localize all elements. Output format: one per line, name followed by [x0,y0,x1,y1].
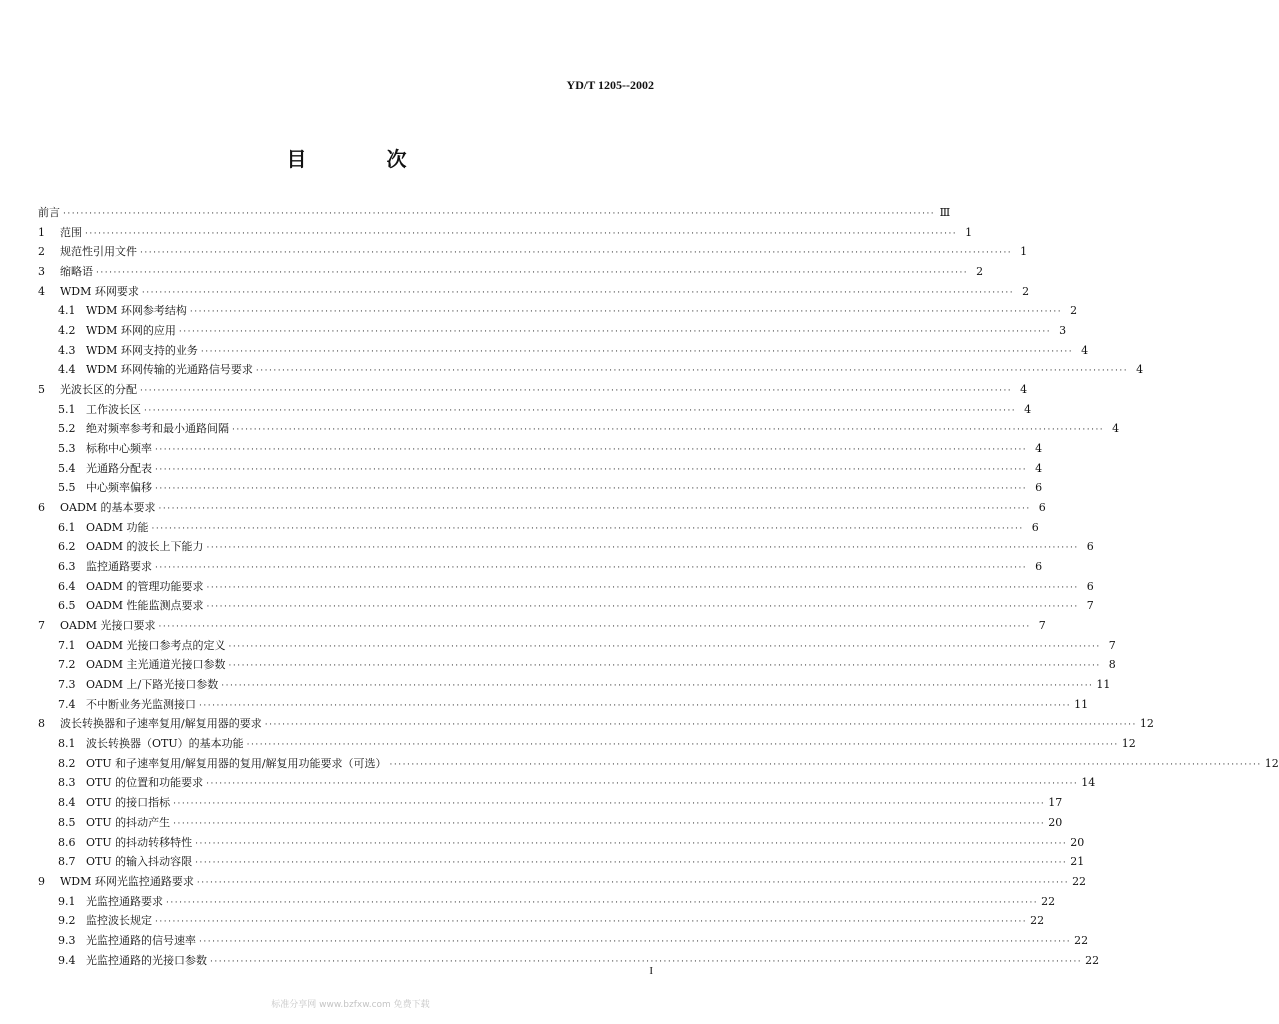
toc-leader-dots: ········································································································································································································ [151,523,1024,534]
toc-entry-title: 波长转换器和子速率复用/解复用器的要求 [60,717,262,731]
toc-entry[interactable] [38,911,1045,931]
toc-leader-dots: ········································································································································································································ [210,956,1083,967]
toc-entry-title: WDM 环网的应用 [86,324,176,338]
toc-entry[interactable] [38,360,1144,380]
toc-entry-title: OTU 的接口指标 [86,796,171,810]
toc-entry[interactable] [38,557,1043,577]
toc-entry-title: WDM 环网传输的光通路信号要求 [86,363,253,377]
toc-entry-title: OADM 上/下路光接口参数 [86,678,219,692]
toc-leader-dots: ········································································································································································································ [173,818,1046,829]
toc-entry-number: 4.3 [58,343,76,357]
toc-entry-title: 绝对频率参考和最小通路间隔 [86,422,229,436]
toc-entry[interactable] [38,301,1078,321]
toc-entry[interactable] [38,655,1116,675]
toc-entry-number: 6.3 [58,560,76,574]
toc-leader-dots: ········································································································································································································ [206,779,1079,790]
toc-leader-dots: ········································································································································································································ [141,287,1015,298]
toc-leader-dots: ········································································································································································································ [389,759,1262,770]
toc-entry-title: OTU 的抖动产生 [86,815,171,829]
toc-entry[interactable] [38,951,1100,971]
toc-leader-dots: ········································································································································································································ [85,228,958,239]
toc-entry-title: 工作波长区 [86,402,141,416]
toc-entry-number: 9 [38,874,45,888]
toc-entry[interactable] [38,380,1028,400]
toc-entry-title: 光波长区的分配 [60,383,137,397]
toc-entry-page: 4 [1136,363,1144,377]
toc-entry[interactable] [38,341,1089,361]
toc-entry-page: 22 [1030,914,1045,928]
toc-entry-title: WDM 环网支持的业务 [86,343,198,357]
toc-leader-dots: ········································································································································································································ [200,346,1074,357]
toc-entry-title: OTU 的位置和功能要求 [86,776,204,790]
watermark: 标准分享网 www.bzfxw.com 免费下载 [271,1000,430,1010]
toc-entry[interactable] [38,734,1136,754]
toc-entry-page: 7 [1108,638,1116,652]
toc-entry-page: 22 [1041,894,1056,908]
toc-entry[interactable] [38,537,1094,557]
toc-entry-number: 8.7 [58,855,76,869]
toc-entry-title: OTU 和子速率复用/解复用器的复用/解复用功能要求（可选） [86,756,387,770]
toc-entry-number: 6.1 [58,520,76,534]
toc-entry-page: 11 [1096,678,1111,692]
toc-leader-dots: ········································································································································································································ [228,661,1101,672]
toc-entry-number: 6.4 [58,579,76,593]
toc-entry-title: WDM 环网要求 [60,284,139,298]
toc-entry-page: 2 [976,265,984,279]
toc-entry-number: 5.3 [58,442,76,456]
toc-entry-page: 7 [1038,619,1046,633]
toc-leader-dots: ········································································································································································································ [155,563,1028,574]
toc-entry-title: 光监控通路的信号速率 [86,933,196,947]
toc-leader-dots: ········································································································································································································ [195,858,1068,869]
standard-code: YD/T 1205--2002 [566,78,654,92]
toc-entry-title: 监控通路要求 [86,560,152,574]
page-title: 目 次 [286,147,437,171]
toc-leader-dots: ········································································································································································································ [246,740,1119,751]
toc-leader-dots: ········································································································································································································ [195,838,1068,849]
toc-entry[interactable] [38,773,1096,793]
toc-entry-title: 标称中心频率 [86,442,152,456]
toc-entry-number: 8.3 [58,776,76,790]
toc-leader-dots: ········································································································································································································ [155,464,1028,475]
toc-entry-title: 规范性引用文件 [60,245,137,259]
toc-leader-dots: ········································································································································································································ [189,307,1063,318]
toc-entry[interactable] [38,872,1087,892]
toc-entry-title: 光通路分配表 [86,461,152,475]
toc-entry-page: 6 [1035,481,1043,495]
toc-entry-number: 5.1 [58,402,76,416]
toc-entry[interactable] [38,498,1046,518]
toc-entry-page: 4 [1024,402,1032,416]
toc-entry-number: 2 [38,245,45,259]
toc-leader-dots: ········································································································································································································ [155,445,1028,456]
toc-entry-number: 7.4 [58,697,76,711]
toc-entry-number: 4.2 [58,324,76,338]
toc-entry-page: 6 [1086,579,1094,593]
toc-entry-page: 4 [1035,461,1043,475]
toc-entry-page: 2 [1022,284,1030,298]
toc-entry-number: 9.4 [58,953,76,967]
toc-leader-dots: ········································································································································································································ [228,641,1101,652]
toc-entry[interactable] [38,833,1085,853]
toc-entry[interactable] [38,577,1094,597]
toc-entry[interactable] [38,852,1085,872]
toc-entry-number: 8.2 [58,756,76,770]
toc-entry-page: 8 [1108,658,1116,672]
toc-entry[interactable] [38,321,1067,341]
toc-leader-dots: ········································································································································································································ [255,366,1129,377]
toc-entry-number: 5 [38,383,45,397]
toc-entry-page: 12 [1264,756,1279,770]
toc-leader-dots: ········································································································································································································ [158,504,1031,515]
toc-entry-number: 4.4 [58,363,76,377]
toc-entry-number: 4.1 [58,304,76,318]
toc-entry-page: 1 [1020,245,1028,259]
toc-entry-number: 8.1 [58,737,76,751]
toc-entry-title: OADM 光接口要求 [60,619,156,633]
toc-entry-title: WDM 环网参考结构 [86,304,187,318]
toc-leader-dots: ········································································································································································································ [140,248,1013,259]
toc-entry-page: 6 [1031,520,1039,534]
toc-entry-number: 7.2 [58,658,76,672]
toc-entry-page: 2 [1070,304,1078,318]
toc-entry-number: 7 [38,619,45,633]
toc-entry-title: 不中断业务光监测接口 [86,697,196,711]
toc-entry-page: 6 [1038,501,1046,515]
toc-entry[interactable] [38,793,1063,813]
toc-entry-page: 20 [1070,835,1085,849]
table-of-contents [38,203,1279,970]
toc-leader-dots: ········································································································································································································ [221,681,1094,692]
toc-entry-number: 6.2 [58,540,76,554]
toc-entry-number: 8.4 [58,796,76,810]
toc-leader-dots: ········································································································································································································ [206,543,1079,554]
toc-leader-dots: ········································································································································································································ [63,209,936,219]
toc-entry[interactable] [38,714,1154,734]
toc-entry-number: 8 [38,717,45,731]
toc-leader-dots: ········································································································································································································ [173,799,1046,810]
toc-leader-dots: ········································································································································································································ [158,622,1031,633]
toc-entry[interactable] [38,203,951,223]
toc-entry-page: 11 [1074,697,1089,711]
toc-leader-dots: ········································································································································································································ [199,936,1072,947]
toc-entry-title: 光监控通路的光接口参数 [86,953,207,967]
toc-entry-title: OADM 功能 [86,520,149,534]
toc-entry-title: OADM 的波长上下能力 [86,540,204,554]
toc-entry-page: Ⅲ [939,206,951,219]
toc-entry-number: 9.1 [58,894,76,908]
toc-entry-title: 缩略语 [60,265,93,279]
toc-entry[interactable] [38,813,1063,833]
toc-leader-dots: ········································································································································································································ [96,268,969,279]
toc-entry[interactable] [38,518,1039,538]
toc-entry-number: 9.2 [58,914,76,928]
toc-entry-number: 5.2 [58,422,76,436]
toc-entry-page: 4 [1020,383,1028,397]
toc-entry-number: 4 [38,284,45,298]
toc-entry-title: OADM 的基本要求 [60,501,156,515]
toc-entry[interactable] [38,242,1028,262]
toc-entry[interactable] [38,400,1032,420]
toc-leader-dots: ········································································································································································································ [140,386,1013,397]
toc-entry[interactable] [38,892,1056,912]
toc-leader-dots: ········································································································································································································ [178,327,1052,338]
toc-entry[interactable] [38,419,1120,439]
toc-entry-number: 8.5 [58,815,76,829]
toc-leader-dots: ········································································································································································································ [206,582,1079,593]
toc-entry-page: 1 [965,225,973,239]
toc-leader-dots: ········································································································································································································ [196,877,1070,888]
toc-entry-title: 波长转换器（OTU）的基本功能 [86,737,244,751]
toc-entry[interactable] [38,262,984,282]
toc-entry-page: 7 [1086,599,1094,613]
toc-entry-number: 6 [38,501,45,515]
toc-entry-title: 前言 [38,206,60,219]
toc-entry-page: 22 [1074,933,1089,947]
toc-entry-number: 3 [38,265,45,279]
page-number: I [649,965,653,977]
toc-entry-page: 17 [1048,796,1063,810]
toc-entry-title: 中心频率偏移 [86,481,152,495]
toc-entry[interactable] [38,616,1046,636]
toc-entry-page: 3 [1059,324,1067,338]
toc-entry-title: OTU 的抖动转移特性 [86,835,193,849]
toc-entry[interactable] [38,695,1089,715]
toc-entry-page: 6 [1035,560,1043,574]
toc-entry[interactable] [38,478,1043,498]
toc-entry[interactable] [38,282,1030,302]
toc-entry[interactable] [38,439,1043,459]
toc-entry-title: OADM 主光通道光接口参数 [86,658,226,672]
toc-entry-page: 20 [1048,815,1063,829]
toc-entry-page: 22 [1072,874,1087,888]
toc-entry[interactable] [38,931,1089,951]
toc-entry[interactable] [38,675,1111,695]
toc-leader-dots: ········································································································································································································ [232,425,1105,436]
toc-leader-dots: ········································································································································································································ [166,897,1039,908]
toc-entry-title: OADM 性能监测点要求 [86,599,204,613]
toc-entry-page: 4 [1035,442,1043,456]
toc-entry-number: 5.5 [58,481,76,495]
toc-entry[interactable] [38,596,1094,616]
toc-leader-dots: ········································································································································································································ [155,484,1028,495]
toc-entry[interactable] [38,223,973,243]
toc-entry-title: 监控波长规定 [86,914,152,928]
toc-entry[interactable] [38,459,1043,479]
toc-entry[interactable] [38,636,1116,656]
toc-leader-dots: ········································································································································································································ [206,602,1079,613]
toc-entry-page: 6 [1086,540,1094,554]
toc-leader-dots: ········································································································································································································ [144,405,1017,416]
toc-leader-dots: ········································································································································································································ [199,700,1072,711]
toc-entry-number: 9.3 [58,933,76,947]
toc-entry-page: 12 [1121,737,1136,751]
toc-entry-number: 1 [38,225,45,239]
toc-entry-title: 范围 [60,225,82,239]
toc-leader-dots: ········································································································································································································ [155,917,1028,928]
toc-entry-page: 12 [1139,717,1154,731]
toc-entry-title: OADM 光接口参考点的定义 [86,638,226,652]
toc-entry-title: OADM 的管理功能要求 [86,579,204,593]
toc-entry-page: 14 [1081,776,1096,790]
toc-entry-page: 22 [1085,953,1100,967]
toc-entry-title: WDM 环网光监控通路要求 [60,874,194,888]
toc-entry-number: 7.3 [58,678,76,692]
toc-entry-title: OTU 的输入抖动容限 [86,855,193,869]
toc-entry-page: 21 [1070,855,1085,869]
toc-entry-number: 7.1 [58,638,76,652]
toc-entry-title: 光监控通路要求 [86,894,163,908]
toc-leader-dots: ········································································································································································································ [264,720,1137,731]
toc-entry-page: 4 [1081,343,1089,357]
toc-entry-page: 4 [1112,422,1120,436]
toc-entry[interactable] [38,754,1279,774]
toc-entry-number: 6.5 [58,599,76,613]
toc-entry-number: 5.4 [58,461,76,475]
toc-entry-number: 8.6 [58,835,76,849]
